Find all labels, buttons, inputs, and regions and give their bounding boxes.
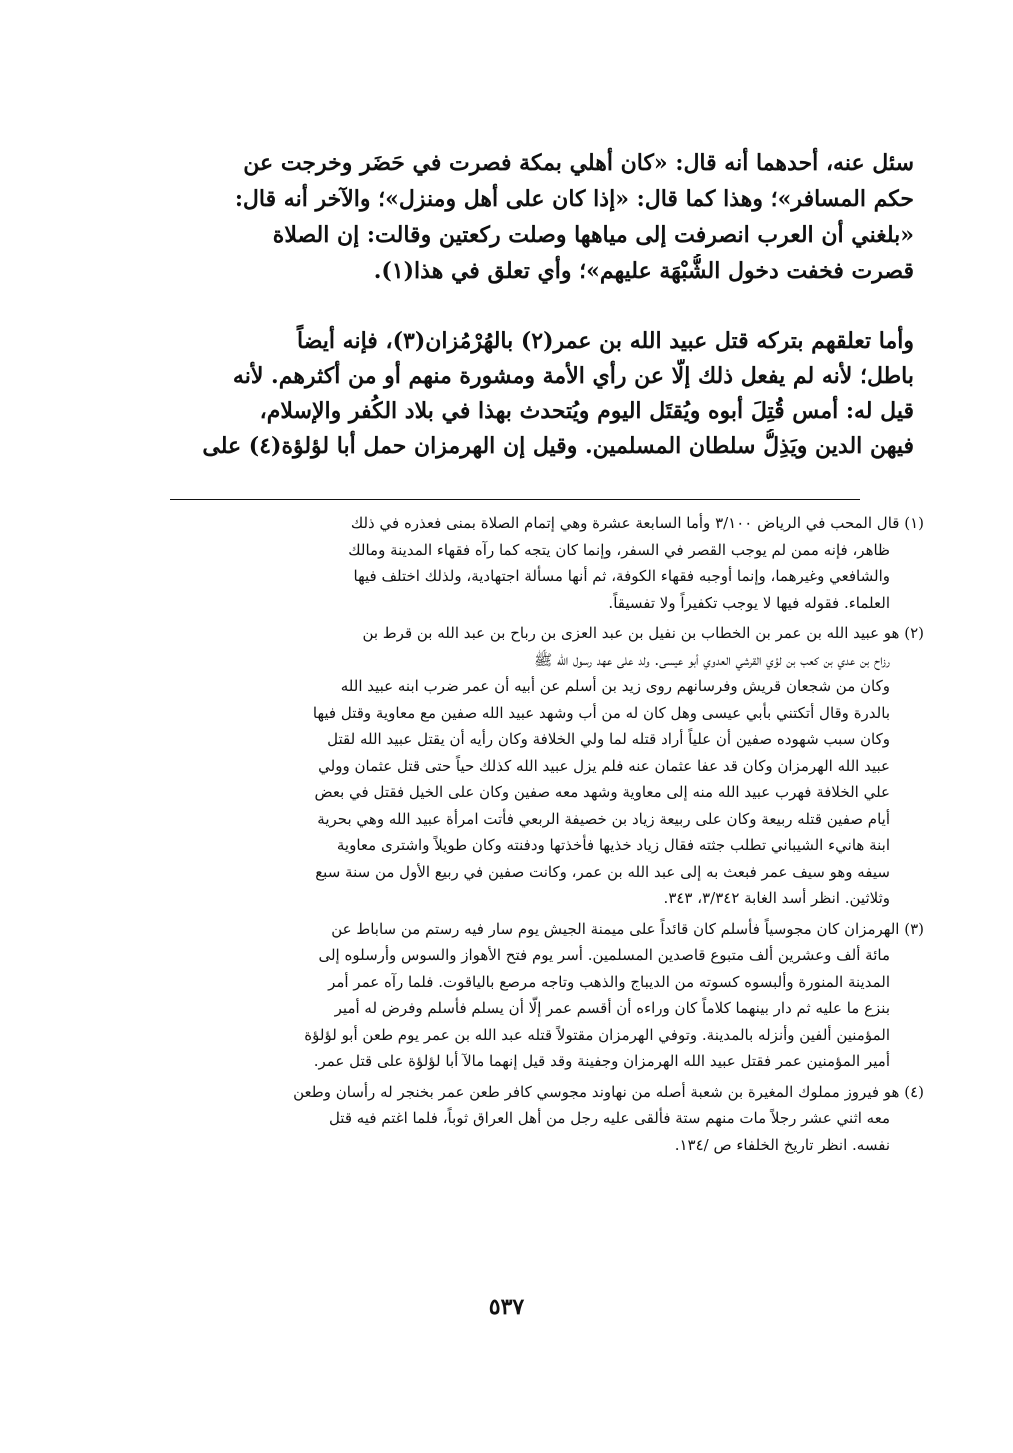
- footnote-line: مائة ألف وعشرين ألف متبوع قاصدين المسلمين. أسر يوم فتح الأهواز والسوس وأرسلوه إلى: [318, 946, 890, 964]
- footnote-line: (٤) هو فيروز مملوك المغيرة بن شعبة أصله من نهاوند مجوسي كافر طعن عمر بخنجر له رأسان وطعن: [293, 1082, 924, 1101]
- footnote-line: سيفه وهو سيف عمر فبعث به إلى عبد الله بن عمر، وكانت صفين في ربيع الأول من سنة سبع: [315, 862, 890, 881]
- footnote-line: ابنة هانيء الشيباني تطلب جثته فقال زياد خذيها فأخذتها ودفنته وكان طويلاً واشترى معاوية: [336, 836, 890, 854]
- footnotes: [160, 510, 924, 1162]
- footnote-line: والشافعي وغيرهما، وإنما أوجبه فقهاء الكوفة، ثم أنها مسألة اجتهادية، ولذلك اختلف فيها: [353, 567, 890, 585]
- footnote-line: (١) قال المحب في الرياض ٣/١٠٠ وأما السابعة عشرة وهي إتمام الصلاة بمنى فعذره في ذلك: [350, 514, 924, 532]
- footnote-line: أمير المؤمنين عمر فقتل عبيد الله الهرمزان وجفينة وقد قيل إنهما مالآ أبا لؤلؤة على قتل عمر.: [313, 1052, 890, 1070]
- footnote-line: المدينة المنورة وألبسوه كسوته من الديباج والذهب وتاجه مرصع بالياقوت. فلما رآه عمر أمر: [328, 972, 890, 991]
- footnote-line: نفسه. انظر تاريخ الخلفاء ص /١٣٤.: [674, 1135, 890, 1154]
- footnote-line: وكان من شجعان قريش وفرسانهم روى زيد بن أسلم عن أبيه أن عمر ضرب ابنه عبيد الله: [340, 677, 890, 695]
- text-line: وأما تعلقهم بتركه قتل عبيد الله بن عمر(٢) بالهُرْمُزان(٣)، فإنه أيضاً: [297, 328, 914, 354]
- footnote-line: (٣) الهرمزان كان مجوسياً فأسلم كان قائداً على ميمنة الجيش يوم سار فيه رستم من ساباط عن: [331, 919, 924, 938]
- footnote-line: وكان سبب شهوده صفين أن علياً أراد قتله لما ولي الخلافة وكان رأيه أن يقتل عبيد الله لقتل: [327, 730, 890, 748]
- footnote-1: [160, 510, 924, 616]
- footnote-line: بالدرة وقال أتكتني بأبي عيسى وهل كان له من أب وشهد عبيد الله صفين مع معاوية وقتل فيها: [312, 703, 890, 722]
- footnote-line: (٢) هو عبيد الله بن عمر بن الخطاب بن نفيل بن عبد العزى بن رباح بن عبد الله بن قرط بن: [362, 624, 924, 642]
- main-paragraph-2: [170, 324, 914, 464]
- footnote-line: العلماء. فقوله فيها لا يوجب تكفيراً ولا تفسيقاً.: [608, 593, 890, 612]
- main-paragraph-1: [170, 146, 914, 290]
- footnote-separator: [170, 499, 860, 500]
- footnote-line: بنزع ما عليه ثم دار بينهما كلاماً كان وراءه أن أقسم عمر إلّا أن يسلم فأسلم وفرض له أمير: [334, 999, 890, 1017]
- footnote-line: عبيد الله الهرمزان وكان قد عفا عثمان عنه فلم يزل عبيد الله كذلك حياً حتى قتل عثمان وولي: [318, 756, 890, 775]
- text-line: حكم المسافر»؛ وهذا كما قال: «إذا كان على أهل ومنزل»؛ والآخر أنه قال:: [234, 186, 914, 212]
- text-line: قصرت فخفت دخول الشُّبْهَة عليهم»؛ وأي تعلق في هذا(١).: [373, 258, 914, 284]
- text-line: سئل عنه، أحدهما أنه قال: «كان أهلي بمكة فصرت في حَضَر وخرجت عن: [243, 150, 914, 176]
- footnote-line: وثلاثين. انظر أسد الغابة ٣/٣٤٢، ٣٤٣.: [663, 889, 890, 907]
- text-line: باطل؛ لأنه لم يفعل ذلك إلّا عن رأي الأمة ومشورة منهم أو من أكثرهم. لأنه: [232, 363, 914, 389]
- text-line: قيل له: أمس قُتِلَ أبوه ويُقتَل اليوم ويُتحدث بهذا في بلاد الكُفر والإسلام،: [259, 398, 914, 424]
- footnote-3: [160, 916, 924, 1075]
- footnote-line: علي الخلافة فهرب عبيد الله منه إلى معاوية وشهد معه صفين وكان على الخيل فقتل في بعض: [314, 783, 890, 801]
- footnote-2: [160, 620, 924, 912]
- page-number: ٥٣٧: [488, 1294, 525, 1320]
- footnote-line: المؤمنين ألفين وأنزله بالمدينة. وتوفي الهرمزان مقتولاً قتله عبد الله بن عمر يوم طعن أبو لؤلؤة: [304, 1025, 890, 1044]
- text-line: فيهن الدين ويَذِلُّ سلطان المسلمين. وقيل إن الهرمزان حمل أبا لؤلؤة(٤) على: [202, 433, 914, 459]
- footnote-line: رزاح بن عدي بن كعب بن لؤي القرشي العدوي أبو عيسى. ولد على عهد رسول الله ﷺ: [534, 650, 890, 669]
- footnote-4: [160, 1079, 924, 1159]
- footnote-line: معه اثني عشر رجلاً مات منهم ستة فألقى عليه رجل من أهل العراق ثوباً، فلما اغتم فيه قتل: [328, 1109, 890, 1127]
- footnote-line: ظاهر، فإنه ممن لم يوجب القصر في السفر، وإنما كان يتجه كما رآه فقهاء المدينة ومالك: [348, 540, 890, 559]
- text-line: «بلغني أن العرب انصرفت إلى مياهها وصلت ركعتين وقالت: إن الصلاة: [272, 222, 914, 248]
- footnote-line: أيام صفين قتله ربيعة وكان على ربيعة زياد بن خصيفة الربعي فأتت امرأة عبيد الله وهي بحرية: [317, 809, 890, 828]
